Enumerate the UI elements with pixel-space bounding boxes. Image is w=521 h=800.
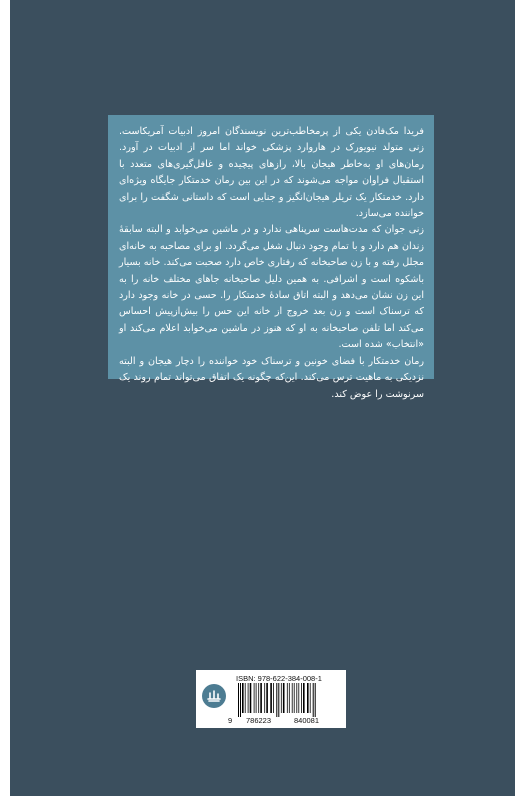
barcode-panel [196, 670, 346, 728]
barcode-bar [238, 683, 239, 717]
barcode-bar [313, 683, 314, 717]
barcode-bar [260, 683, 262, 713]
barcode-bar [303, 683, 305, 713]
description-paragraph-2: زنی جوان که مدت‌هاست سرپناهی ندارد و در ماشین می‌خوابد و البته سابقهٔ زندان هم دارد و با تمام وجود دنبال شغل می‌گردد. او برای مصاحبه به خانه‌ای مجلل رفته و با زن صاحبخانه که رفتاری خاص دارد صحبت می‌کند. خانه بسیار باشکوه است و اشرافی. به همین دلیل صاحبخانه جاهای مختلف خانه را به این زن نشان می‌دهد و البته اتاق سادهٔ خدمتکار را. حسی در خانه وجود دارد که ترسناک است و زن بعد خروج از خانه این حس را بیش‌ازپیش احساس می‌کند اما تلفن صاحبخانه به او که هنوز در ماشین می‌خوابد اعلام می‌کند او «انتخاب» شده است. [119, 224, 424, 351]
barcode-right-digits: 840081 [294, 716, 320, 725]
barcode-first-digit: 9 [228, 716, 233, 725]
barcode-left-digits: 786223 [246, 716, 272, 725]
description-paragraph-1: فریدا مک‌فادن یکی از پرمخاطب‌ترین نویسندگان امروز ادبیات آمریکاست. زنی متولد نیویورک در هاروارد پزشکی خواند اما سر از ادبیات در آورد. رمان‌های او به‌خاطر هیجان بالا، رازهای پیچیده و غافل‌گیری‌های متعدد با استقبال فراوان مواجه می‌شوند که در این بین رمان خدمتکار جایگاه ویژه‌ای دارد. خدمتکار یک تریلر هیجان‌انگیز و جنایی است که داستانی شگفت را برای خواننده می‌سازد. [119, 126, 424, 220]
barcode-bar [307, 683, 309, 713]
barcode-bar [258, 683, 259, 713]
barcode-bar [264, 683, 265, 713]
publisher-logo-icon [202, 684, 226, 708]
barcode-bar [242, 683, 244, 713]
barcode-bar [245, 683, 246, 713]
barcode-bar [250, 683, 252, 713]
description-paragraph-3: رمان خدمتکار با فضای خونین و ترسناک خود خواننده را دچار هیجان و البته نزدیکی به ماهیت ترس می‌کند. این‌که چگونه یک اتفاق می‌تواند تمام روند یک سرنوشت را عوض کند. [119, 355, 424, 400]
barcode-bar [281, 683, 282, 713]
barcode-bar [287, 683, 288, 713]
barcode [236, 683, 342, 717]
barcode-bar [283, 683, 285, 713]
barcode-bar [270, 683, 272, 713]
barcode-bar [292, 683, 293, 713]
barcode-bar [278, 683, 279, 717]
barcode-bar [294, 683, 295, 713]
barcode-bar [240, 683, 241, 717]
description-box [108, 115, 434, 400]
barcode-bar [254, 683, 255, 713]
barcode-bar [301, 683, 302, 713]
barcode-bar [289, 683, 290, 713]
barcode-bar [248, 683, 249, 713]
barcode-bar [296, 683, 297, 713]
barcode-bar [298, 683, 299, 713]
barcode-bar [276, 683, 277, 717]
barcode-bar [273, 683, 274, 713]
barcode-bar [266, 683, 268, 713]
back-cover [10, 0, 515, 796]
barcode-bar [310, 683, 311, 713]
barcode-bar [315, 683, 316, 717]
isbn-label: ISBN: 978-622-384-008-1 [236, 674, 322, 683]
barcode-bar [256, 683, 257, 713]
